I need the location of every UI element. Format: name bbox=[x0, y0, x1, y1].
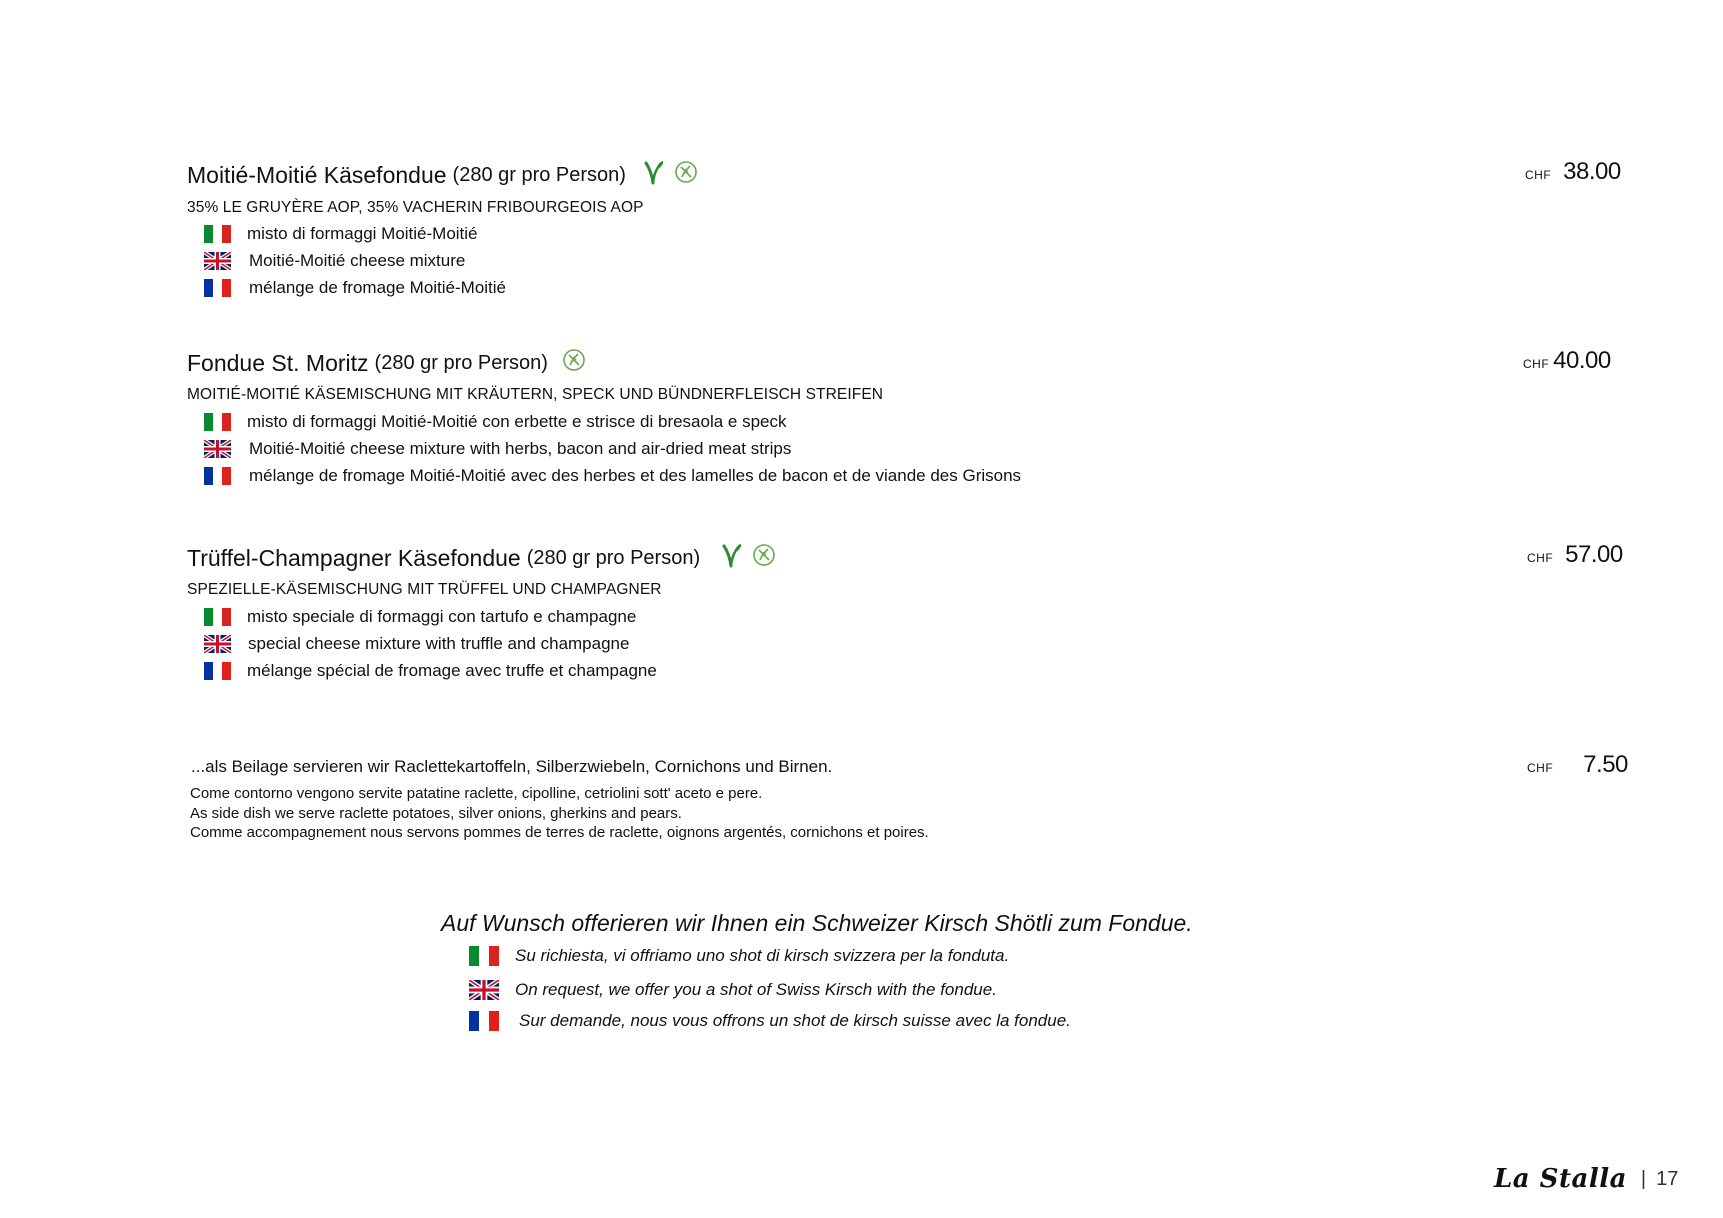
price-value: 40.00 bbox=[1553, 347, 1611, 374]
flag-italy-icon bbox=[469, 946, 499, 966]
flag-france-icon bbox=[469, 1011, 499, 1031]
dish-portion: (280 gr pro Person) bbox=[452, 164, 626, 186]
dish-1-price bbox=[1525, 158, 1621, 186]
flag-france-icon bbox=[204, 662, 231, 680]
translation-text: mélange spécial de fromage avec truffe et champagne bbox=[247, 661, 657, 680]
translation-text: Su richiesta, vi offriamo uno shot di kirsch svizzera per la fonduta. bbox=[515, 946, 1010, 965]
gluten-free-icon bbox=[562, 348, 586, 372]
page-number: 17 bbox=[1656, 1167, 1679, 1190]
translation-fr bbox=[204, 661, 657, 681]
dish-1-title-row bbox=[187, 162, 698, 189]
translation-text: Sur demande, nous vous offrons un shot de kirsch suisse avec la fondue. bbox=[519, 1011, 1071, 1030]
side-dish-fr: Comme accompagnement nous servons pommes de terres de raclette, oignons argentés, cornichons et poires. bbox=[190, 824, 929, 841]
vegetarian-icon bbox=[722, 542, 742, 568]
kirsch-translation-en bbox=[469, 980, 997, 1000]
translation-fr bbox=[204, 466, 1021, 486]
page-footer bbox=[1494, 1164, 1678, 1194]
flag-uk-icon bbox=[204, 252, 231, 270]
currency-label: CHF bbox=[1523, 357, 1550, 371]
translation-text: On request, we offer you a shot of Swiss Kirsch with the fondue. bbox=[515, 980, 997, 999]
flag-france-icon bbox=[204, 279, 231, 297]
dish-title: Trüffel-Champagner Käsefondue bbox=[187, 545, 521, 571]
translation-text: misto di formaggi Moitié-Moitié bbox=[247, 224, 478, 243]
brand-logo: La Stalla bbox=[1494, 1164, 1627, 1194]
dish-title: Moitié-Moitié Käsefondue bbox=[187, 162, 447, 188]
translation-text: special cheese mixture with truffle and champagne bbox=[248, 634, 630, 653]
currency-label: CHF bbox=[1527, 551, 1554, 565]
translation-text: misto di formaggi Moitié-Moitié con erbette e strisce di bresaola e speck bbox=[247, 412, 787, 431]
dish-portion: (280 gr pro Person) bbox=[374, 352, 548, 374]
flag-uk-icon bbox=[204, 635, 231, 653]
side-dish-it: Come contorno vengono servite patatine raclette, cipolline, cetriolini sott' aceto e pere. bbox=[190, 785, 763, 802]
gluten-free-icon bbox=[752, 543, 776, 567]
flag-uk-icon bbox=[204, 440, 231, 458]
translation-it bbox=[204, 224, 478, 244]
gluten-free-icon bbox=[674, 160, 698, 184]
dish-3-title-row bbox=[187, 545, 776, 572]
price-value: 7.50 bbox=[1583, 751, 1628, 778]
flag-italy-icon bbox=[204, 413, 231, 431]
dish-subtitle: SPEZIELLE-KÄSEMISCHUNG MIT TRÜFFEL UND CHAMPAGNER bbox=[187, 581, 662, 598]
translation-text: Moitié-Moitié cheese mixture with herbs, bacon and air-dried meat strips bbox=[249, 439, 792, 458]
kirsch-translation-it bbox=[469, 946, 1009, 966]
translation-text: mélange de fromage Moitié-Moitié bbox=[249, 278, 507, 297]
flag-france-icon bbox=[204, 467, 231, 485]
currency-label: CHF bbox=[1525, 168, 1552, 182]
flag-italy-icon bbox=[204, 225, 231, 243]
translation-en bbox=[204, 439, 791, 459]
price-value: 57.00 bbox=[1565, 541, 1623, 568]
translation-it bbox=[204, 607, 636, 627]
currency-label: CHF bbox=[1527, 761, 1554, 775]
side-dish-note: ...als Beilage servieren wir Raclettekartoffeln, Silberzwiebeln, Cornichons und Birnen. bbox=[191, 757, 833, 776]
footer-separator: | bbox=[1640, 1167, 1647, 1190]
dish-2-title-row bbox=[187, 350, 586, 377]
vegetarian-icon bbox=[644, 159, 664, 185]
dish-subtitle: MOITIÉ-MOITIÉ KÄSEMISCHUNG MIT KRÄUTERN, SPECK UND BÜNDNERFLEISCH STREIFEN bbox=[187, 386, 884, 403]
price-value: 38.00 bbox=[1563, 158, 1621, 185]
flag-uk-icon bbox=[469, 980, 499, 1000]
translation-text: Moitié-Moitié cheese mixture bbox=[249, 251, 466, 270]
translation-fr bbox=[204, 278, 506, 298]
side-dish-price bbox=[1527, 751, 1628, 779]
dish-title: Fondue St. Moritz bbox=[187, 350, 369, 376]
dish-portion: (280 gr pro Person) bbox=[526, 547, 701, 569]
translation-text: mélange de fromage Moitié-Moitié avec des herbes et des lamelles de bacon et de viande des Grisons bbox=[249, 466, 1022, 485]
side-dish-en: As side dish we serve raclette potatoes, silver onions, gherkins and pears. bbox=[190, 805, 682, 822]
dish-subtitle: 35% LE GRUYÈRE AOP, 35% VACHERIN FRIBOURGEOIS AOP bbox=[187, 199, 644, 216]
dish-3-price bbox=[1527, 541, 1623, 569]
dish-2-price bbox=[1523, 347, 1611, 375]
flag-italy-icon bbox=[204, 608, 231, 626]
kirsch-offer-title: Auf Wunsch offerieren wir Ihnen ein Schweizer Kirsch Shötli zum Fondue. bbox=[441, 910, 1193, 936]
translation-it bbox=[204, 412, 787, 432]
translation-text: misto speciale di formaggi con tartufo e champagne bbox=[247, 607, 637, 626]
translation-en bbox=[204, 251, 465, 271]
translation-en bbox=[204, 634, 629, 654]
kirsch-translation-fr bbox=[469, 1011, 1071, 1031]
